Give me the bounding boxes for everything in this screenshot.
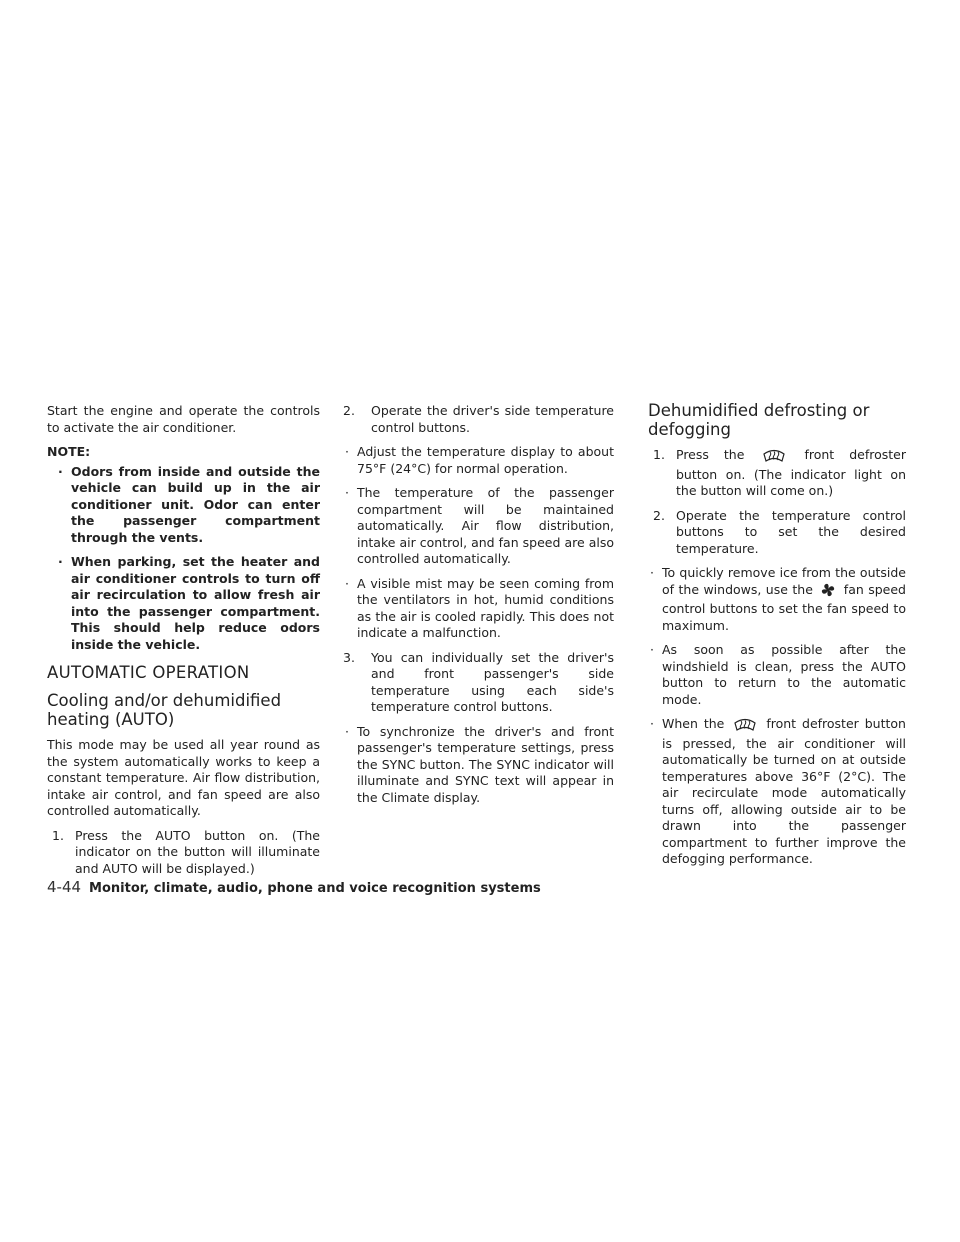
note-bullet: · Odors from inside and outside the vehicle can build up in the air conditioner unit. Odor can enter the passenger compartment through the vents. [58,463,320,545]
column-middle [343,403,614,814]
subheading-auto: Cooling and/or dehumidified heating (AUTO) [47,691,282,729]
list-item: · To synchronize the driver's and front passenger's temperature settings, press the SYNC button. The SYNC indicator will illuminate and SYNC text will appear in the Climate display. [345,723,614,805]
column-right [648,403,906,876]
fan-icon [821,583,835,602]
defrost-step-1: 1. Press the front defroster button on. (The indicator light on the button will come on.) [653,447,906,498]
page-footer [47,879,541,898]
front-defroster-icon [763,448,785,467]
step-2: 2. Operate the driver's side temperature control buttons. [343,403,614,435]
list-item: · A visible mist may be seen coming from the ventilators in hot, humid conditions as the air is cooled rapidly. This does not indicate a malfunction. [345,575,614,640]
front-defroster-icon [734,717,756,736]
defrost-step-2: 2. Operate the temperature control buttons to set the desired temperature. [653,507,906,556]
defrost-heading: Dehumidified defrosting or defogging [648,401,870,439]
section-heading: AUTOMATIC OPERATION [47,663,250,682]
auto-mode-paragraph: This mode may be used all year round as the system automatically works to keep a constant temperature. Air flow distribution, intake air control, and fan speed are also controlled automatically. [47,737,320,818]
list-item: · Adjust the temperature display to about 75°F (24°C) for normal operation. [345,444,614,476]
step-3: 3. You can individually set the driver's and front passenger's side temperature using each side's temperature control buttons. [343,649,614,714]
note-title: NOTE: [47,444,91,459]
page-number: 4-44 [47,878,82,896]
list-item: · When the front defroster button is pressed, the air conditioner will automatically be turned on at outside temperatures above 36°F (2°C). The air recirculate mode automatically turns off, allowing outside air to be drawn into the passenger compartment to further improve the defogging performance. [650,716,906,866]
list-item: · To quickly remove ice from the outside of the windows, use the fan speed control buttons to set the fan speed to maximum. [650,565,906,633]
list-item: · The temperature of the passenger compartment will be maintained automatically. Air flow distribution, intake air control, and fan speed are also controlled automatically. [345,485,614,566]
column-left [47,403,320,885]
list-item: · As soon as possible after the windshield is clean, press the AUTO button to return to the automatic mode. [650,642,906,707]
step-1: 1. Press the AUTO button on. (The indicator on the button will illuminate and AUTO will be displayed.) [52,827,320,876]
note-bullet: · When parking, set the heater and air conditioner controls to turn off air recirculation to allow fresh air into the passenger compartment. This should help reduce odors inside the vehicle. [58,554,320,652]
intro-paragraph: Start the engine and operate the controls to activate the air conditioner. [47,403,320,435]
chapter-title: Monitor, climate, audio, phone and voice recognition systems [89,881,541,896]
